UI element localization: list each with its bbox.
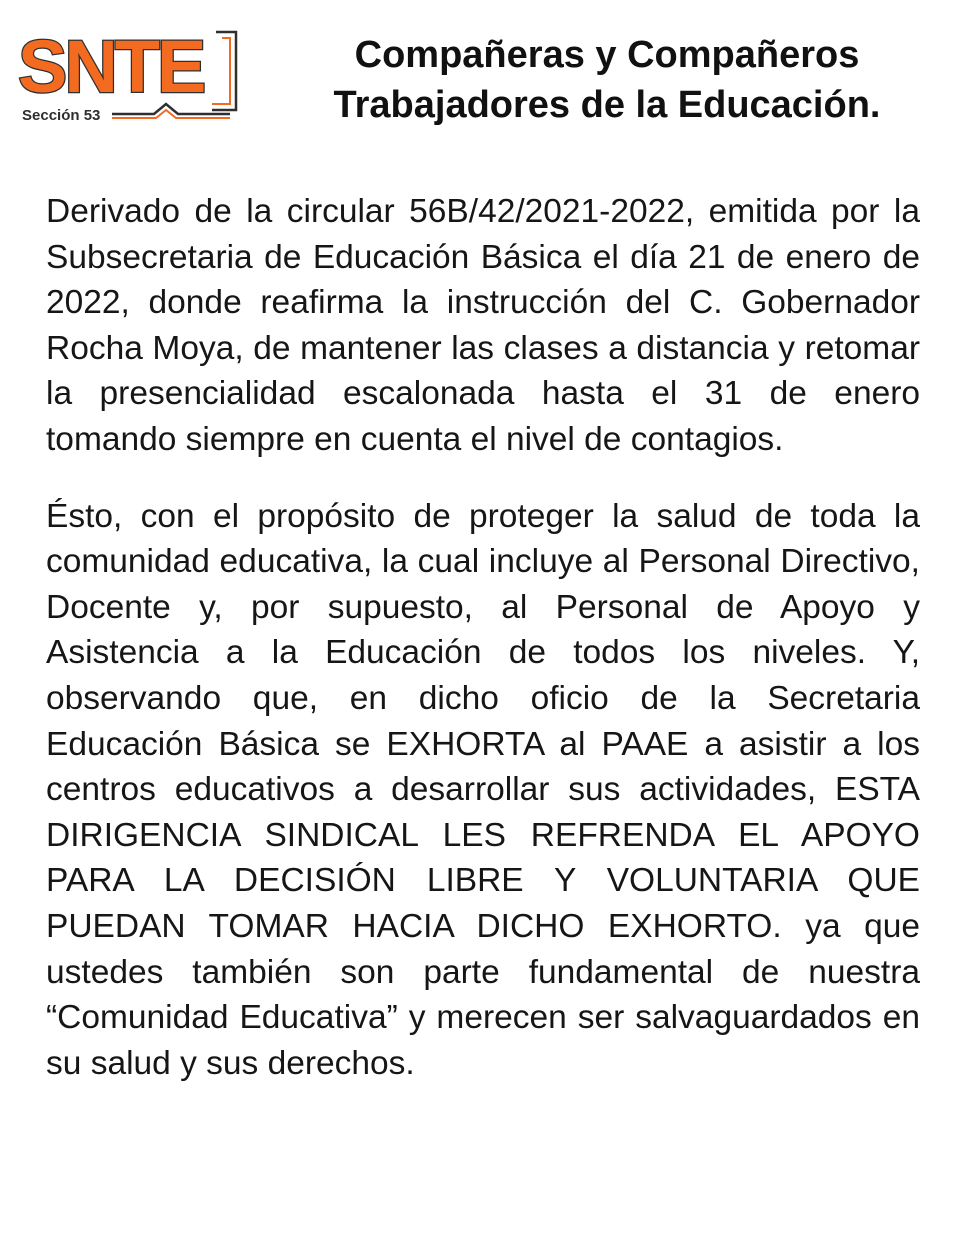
title-line-1: Compañeras y Compañeros [354, 34, 860, 76]
title-line-2: Trabajadores de la Educación. [333, 84, 881, 126]
letter-body [46, 189, 920, 1086]
header [0, 0, 966, 150]
snte-logo-graphic [16, 26, 242, 126]
snte-logo [16, 26, 242, 126]
paragraph-2: Ésto, con el propósito de proteger la salud de toda la comunidad educativa, la cual incluye al Personal Directivo, Docente y, por supuesto, al Personal de Apoyo y Asistencia a la Educación de todos los niveles. Y, observando que, en dicho oficio de la Secretaria Educación Básica se EXHORTA al PAAE a asistir a los centros educativos a desarrollar sus actividades, ESTA DIRIGENCIA SINDICAL LES REFRENDA EL APOYO PARA LA DECISIÓN LIBRE Y VOLUNTARIA QUE PUEDAN TOMAR HACIA DICHO EXHORTO. ya que ustedes también son parte fundamental de nuestra “Comunidad Educativa” y merecen ser salvaguardados en su salud y sus derechos. [46, 497, 920, 1082]
logo-text: SNTE [18, 26, 204, 108]
logo-subtitle: Sección 53 [22, 107, 101, 124]
paragraph-1: Derivado de la circular 56B/42/2021-2022, emitida por la Subsecretaria de Educación Básica el día 21 de enero de 2022, donde reafirma la instrucción del C. Gobernador Rocha Moya, de mantener las clases a distancia y retomar la presencialidad escalonada hasta el 31 de enero tomando siempre en cuenta el nivel de contagios. [46, 193, 920, 458]
page-title [262, 30, 952, 130]
